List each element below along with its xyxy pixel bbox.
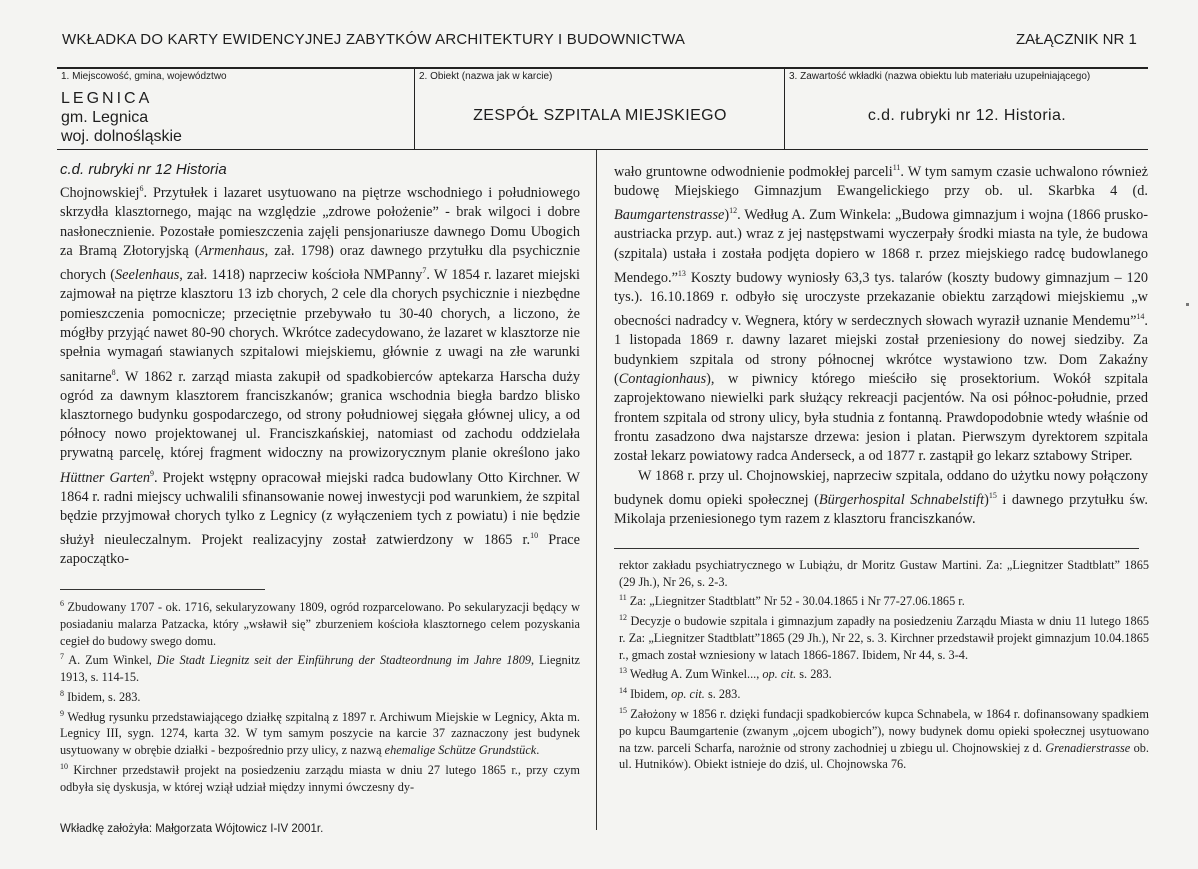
location-line: woj. dolnośląskie bbox=[61, 128, 182, 145]
footnote: $^{13}$ Według A. Zum Winkel..., op. cit. s. 283. bbox=[619, 666, 832, 682]
body-text-right-paragraph-1: wało gruntowne odwodnienie podmokłej parceli$^{11}$. W tym samym czasie uchwalono również budowę Miejskiego Gimnazjum Ewangelickiego przy ob. ul. Skarbka 4 (d. Baumgartenstrasse)$^{12}$. Według A. Zum Winkela: „Budowa gimnazjum i wojna (1866 prusko-austriacka przyp. aut.) wraz z jej następstwami wyczerpały środki miasta na tyle, że budowa (szpitala) ustała i została podjęta dopiero w 1868 r. przez miejskiego radcę budowlanego Mendego.”$^{13}$ Koszty budowy wyniosły 63,3 tys. talarów (koszty budowy gimnazjum – 120 tys.). 16.10.1869 r. odbyło się uroczyste przekazanie obiektu zarządowi miejskiemu „w obecności nadradcy v. Wegnera, który w serdecznych słowach wyraził uznanie Mendemu”$^{14}$. 1 listopada 1869 r. dawny lazaret miejski został przeniesiony do nowej siedziby. Za budynkiem szpitala od strony północnej wkrótce wystawiono tzw. Dom Zakaźny (Contagionhaus), w piwnicy którego mieściło się prosektorium. Wokół szpitala zaprojektowano niewielki park służący rekreacji pacjentów. Na osi północ-południe, przed frontem szpitala od strony ulicy, była studnia z fontanną. Prawdopodobnie wtedy właśnie od frontu zasadzono dwa najstarsze drzewa: jesion i platan. Pierwszym dyrektorem szpitala został lekarz powiatowy radca Anderseck, a od 1877 r. zastąpił go lekarz sztabowy Striper. bbox=[614, 163, 1148, 465]
object-value: ZESPÓŁ SZPITALA MIEJSKIEGO bbox=[473, 107, 727, 124]
footnote: rektor zakładu psychiatrycznego w Lubiążu, dr Moritz Gustaw Martini. Za: „Liegnitzer Stadtblatt” 1865 (29 Jh.), Nr 26, s. 2-3. bbox=[619, 558, 1149, 589]
object-label: 2. Obiekt (nazwa jak w karcie) bbox=[419, 71, 553, 82]
content-field bbox=[784, 69, 1149, 149]
edge-mark bbox=[1186, 303, 1189, 306]
column-divider bbox=[596, 150, 597, 830]
footnotes-left bbox=[60, 596, 580, 795]
footnotes-right bbox=[619, 557, 1149, 773]
body-text-left: Chojnowskiej$^6$. Przytułek i lazaret usytuowano na piętrze wschodniego i południowego skrzydła klasztornego, mając na względzie „zdrowe położenie” - brak wilgoci i dobre nasłonecznienie. Pozostałe pomieszczenia zajęli pensjonariusze dawnego Domu Ubogich za Bramą Złotoryjską (Armenhaus, zał. 1798) oraz dawnego przytułku dla psychicznie chorych (Seelenhaus, zał. 1418) naprzeciw kościoła NMPanny$^7$. W 1854 r. lazaret miejski zajmował na piętrze klasztoru 13 izb chorych, 2 cele dla chorych psychicznie i niezbędne pomieszczenia pomocnicze; przeciętnie przebywało tu 30-40 chorych, a liczono, że mógłby przyjąć nawet 80-90 chorych. Wkrótce zadecydowano, że lazaret w klasztorze nie spełnia wymagań stawianych szpitalowi miejskiemu, głównie z uwagi na złe warunki sanitarne$^8$. W 1862 r. zarząd miasta zakupił od spadkobierców aptekarza Harscha duży ogród za dawnym klasztorem franciszkanów; granica wschodnia biegła bardzo blisko klasztornego budynku gospodarczego, od strony południowej sięgała głównej ulicy, a od północy nowo projektowanej ul. Franciszkańskiej, natomiast od zachodu oddzielała prywatną parcelę, której fragment widoczny na prowizorycznym planie określono jako Hüttner Garten$^9$. Projekt wstępny opracował miejski radca budowlany Otto Kirchner. W 1864 r. radni miejscy uchwalili sfinansowanie nowej inwestycji pod warunkiem, że szpital będzie przyjmował chorych tylko z Legnicy (z wyłączeniem tych z powiatu) i nie będzie służył nieuleczalnym. Projekt realizacyjny został zatwierdzony w 1865 r.$^{10}$ Prace zapoczątko- bbox=[60, 184, 580, 568]
rubric-title: c.d. rubryki nr 12 Historia bbox=[60, 161, 227, 178]
footnote: $^{15}$ Założony w 1856 r. dzięki fundacji spadkobierców kupca Schnabela, w 1864 r. dofinansowany spadkiem po kupcu Baumgartenie (zwanym „ojcem ubogich”), nowy budynek domu opieki społecznej usytuowano na tzw. parceli Scharfa, narożnie od strony zachodniej u zbiegu ul. Chojnowskiej z d. Grenadierstrasse ob. ul. Hutników). Obiekt istnieje do dziś, ul. Chojnowska 76. bbox=[619, 706, 1149, 772]
footnote-rule-left bbox=[60, 589, 265, 590]
location-line: gm. Legnica bbox=[61, 109, 149, 126]
footnote: $^{14}$ Ibidem, op. cit. s. 283. bbox=[619, 686, 741, 702]
footnote: $^7$ A. Zum Winkel, Die Stadt Liegnitz seit der Einführung der Stadteordnung im Jahre 1809, Liegnitz 1913, s. 114-15. bbox=[60, 652, 580, 684]
footnote: $^{11}$ Za: „Liegnitzer Stadtblatt” Nr 52 - 30.04.1865 i Nr 77-27.06.1865 r. bbox=[619, 593, 965, 609]
location-line: LEGNICA bbox=[61, 90, 153, 107]
footnote: $^6$ Zbudowany 1707 - ok. 1716, sekularyzowany 1809, ogród rozparcelowano. Po sekularyzacji będący w posiadaniu malarza Patzacka, który „wsławił się” zburzeniem kościoła klasztornego celem pozyskania cegieł do budowy swego domu. bbox=[60, 599, 580, 648]
location-value bbox=[61, 89, 182, 146]
annex-label: ZAŁĄCZNIK NR 1 bbox=[1016, 31, 1137, 48]
footnote: $^9$ Według rysunku przedstawiającego działkę szpitalną z 1897 r. Archiwum Miejskie w Legnicy, Akta m. Legnicy III, sygn. 1274, karta 32. W tym samym poszycie na karcie 37 zaznaczony jest budynek usytuowany w obrębie działki - bezpośrednio przy ulicy, z nazwą ehemalige Schütze Grundstück. bbox=[60, 708, 580, 757]
author-note: Wkładkę założyła: Małgorzata Wójtowicz I-IV 2001r. bbox=[60, 823, 324, 835]
footnote: $^{12}$ Decyzje o budowie szpitala i gimnazjum zapadły na posiedzeniu Zarządu Miasta w dniu 11 lutego 1865 r. Za: „Liegnitzer Stadtblatt”1865 (29 Jh.), Nr 22, s. 3. Kirchner przedstawił projekt gimnazjum 10.04.1865 r., gmach został wzniesiony w latach 1866-1867. Ibidem, Nr 44, s. 3-4. bbox=[619, 613, 1149, 662]
footnote: $^8$ Ibidem, s. 283. bbox=[60, 688, 141, 704]
location-label: 1. Miejscowość, gmina, województwo bbox=[61, 71, 227, 82]
body-right-column bbox=[614, 158, 1148, 529]
document-title: WKŁADKA DO KARTY EWIDENCYJNEJ ZABYTKÓW ARCHITEKTURY I BUDOWNICTWA bbox=[62, 31, 686, 48]
header-fields-table bbox=[57, 67, 1148, 150]
content-label: 3. Zawartość wkładki (nazwa obiektu lub materiału uzupełniającego) bbox=[789, 71, 1091, 82]
body-left-column bbox=[60, 160, 580, 570]
location-field bbox=[57, 69, 414, 149]
content-value: c.d. rubryki nr 12. Historia. bbox=[867, 107, 1067, 124]
footnote: $^{10}$ Kirchner przedstawił projekt na posiedzeniu zarządu miasta w dniu 27 lutego 1865 r., przy czym odbyła się dyskusja, w której wziął udział między innymi ówczesny dy- bbox=[60, 761, 580, 794]
body-text-right-paragraph-2: W 1868 r. przy ul. Chojnowskiej, naprzeciw szpitala, oddano do użytku nowy połączony budynek domu opieki społecznej (Bürgerhospital Schnabelstift)$^{15}$ i dawnego przytułku św. Mikolaja przeniesionego tym razem z klasztoru franciszkanów. bbox=[614, 467, 1148, 527]
footnote-rule-right bbox=[614, 548, 1139, 549]
object-field bbox=[414, 69, 785, 149]
